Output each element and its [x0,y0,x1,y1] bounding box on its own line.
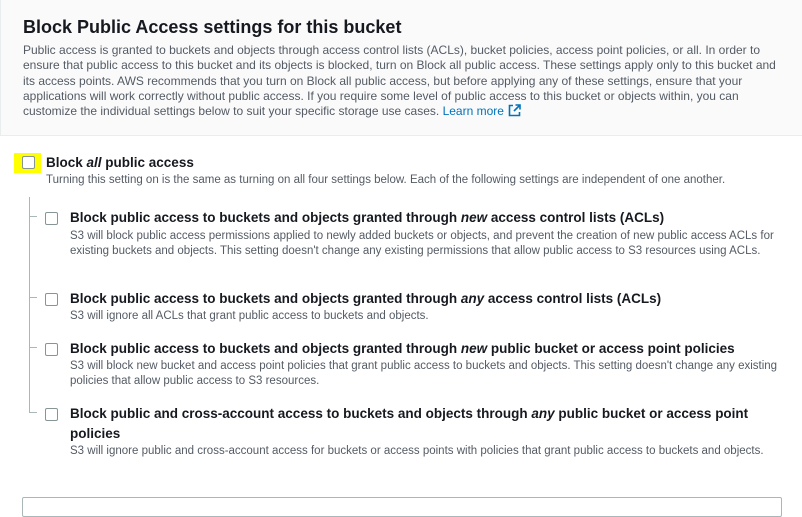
external-link-icon [508,104,521,117]
title-suffix: public bucket or access point policies [70,406,749,441]
title-emphasis: any [460,291,485,306]
title-prefix: Block public access to buckets and objects granted through [70,210,461,225]
settings-tree-branch [29,347,37,348]
title-suffix: access control lists (ACLs) [487,210,665,225]
section-description-text: Public access is granted to buckets and objects through access control lists (ACLs), bucket policies, access point policies, or all. In order to ensure that public access to this bucket and its objects is blocked, turn on Block all public access. These settings apply only to this bucket and its access points. AWS recommends that you turn on Block all public access, but before applying any of these settings, ensure that your applications will work correctly without public access. If you require some level of public access to this bucket or objects within, you can customize the individual settings below to suit your specific storage use cases. [23,43,776,119]
section-description [23,43,783,119]
setting-new-acls-title [70,208,780,228]
setting-new-policies-checkbox[interactable] [45,343,58,356]
learn-more-label: Learn more [442,104,504,119]
setting-any-policies-checkbox[interactable] [45,408,58,421]
setting-new-acls-checkbox[interactable] [45,212,58,225]
setting-any-acls-description: S3 will ignore all ACLs that grant public access to buckets and objects. [70,310,429,322]
block-public-access-header [0,0,802,136]
section-title: Block Public Access settings for this bucket [23,17,402,37]
title-prefix: Block public access to buckets and objects granted through [70,291,461,306]
settings-tree-branch [29,216,37,217]
settings-tree-branch [29,412,37,413]
block-all-label-emphasis: all [86,155,102,170]
learn-more-link[interactable] [443,104,521,118]
block-all-label-suffix: public access [101,155,194,170]
title-prefix: Block public and cross-account access to buckets and objects through [70,406,532,421]
title-emphasis: new [460,341,488,356]
setting-any-acls-title [70,289,780,309]
setting-any-policies-title [70,404,780,444]
next-panel-edge [22,497,782,517]
setting-new-acls-description: S3 will block public access permissions applied to newly added buckets or objects, and prevent the creation of new public access ACLs for existing buckets and objects. This setting doesn't change any existing permissions that allow public access to S3 resources using ACLs. [70,230,774,257]
block-all-public-access-label [46,155,194,170]
setting-any-policies-description: S3 will ignore public and cross-account access for buckets or access points with policies that grant public access to buckets and objects. [70,445,764,457]
settings-tree-branch [29,297,37,298]
setting-any-acls-checkbox[interactable] [45,293,58,306]
block-all-public-access-description: Turning this setting on is the same as turning on all four settings below. Each of the following settings are independent of one another. [46,174,726,186]
title-emphasis: new [460,210,488,225]
settings-tree-line [29,197,30,413]
title-suffix: public bucket or access point policies [487,341,735,356]
title-suffix: access control lists (ACLs) [484,291,662,306]
title-emphasis: any [531,406,555,421]
setting-new-policies-title [70,339,780,359]
setting-new-policies-description: S3 will block new bucket and access point policies that grant public access to buckets and objects. This setting doesn't change any existing policies that allow public access to S3 resources. [70,360,778,387]
block-all-public-access-checkbox[interactable] [22,156,35,169]
block-all-label-prefix: Block [46,155,87,170]
title-prefix: Block public access to buckets and objects granted through [70,341,461,356]
